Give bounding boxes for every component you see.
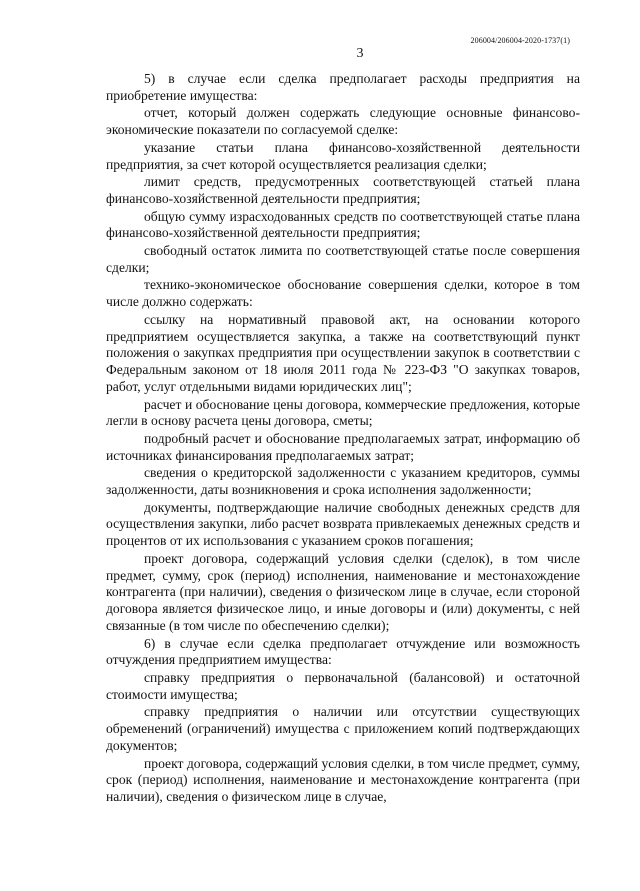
paragraph: отчет, который должен содержать следующие основные финансово-экономические показатели по согласуемой сделке: [106,105,580,138]
paragraph: расчет и обоснование цены договора, коммерческие предложения, которые легли в основу расчета цены договора, сметы; [106,396,580,429]
paragraph: общую сумму израсходованных средств по соответствующей статье плана финансово-хозяйственной деятельности предприятия; [106,208,580,241]
document-body [106,71,580,807]
page-number: 3 [356,46,364,61]
paragraph: проект договора, содержащий условия сделки, в том числе предмет, сумму, срок (период) исполнения, наименование и местонахождение контрагента (при наличии), сведения о физическом лице в случае, [106,755,580,805]
paragraph: указание статьи плана финансово-хозяйственной деятельности предприятия, за счет которой осуществляется реализация сделки; [106,139,580,172]
paragraph: технико-экономическое обоснование совершения сделки, которое в том числе должно содержать: [106,277,580,310]
paragraph: справку предприятия о наличии или отсутствии существующих обременений (ограничений) имущества с приложением копий подтверждающих документов; [106,704,580,754]
paragraph: документы, подтверждающие наличие свободных денежных средств для осуществления закупки, либо расчет возврата привлекаемых денежных средств и процентов от их использования с указанием сроков погашения; [106,499,580,549]
paragraph: свободный остаток лимита по соответствующей статье после совершения сделки; [106,242,580,275]
paragraph: справку предприятия о первоначальной (балансовой) и остаточной стоимости имущества; [106,670,580,702]
document-id: 206004/206004-2020-1737(1) [470,36,570,45]
paragraph: 5) в случае если сделка предполагает расходы предприятия на приобретение имущества: [106,71,580,103]
paragraph: проект договора, содержащий условия сделки (сделок), в том числе предмет, сумму, срок (период) исполнения, наименование и местонахождение контрагента (при наличии), сведения о физическом лице в случае, если стороной договора является физическое лицо, и иные договоры и (или) документы, с ней связанные (в том числе по обеспечению сделки); [106,550,580,634]
paragraph: ссылку на нормативный правовой акт, на основании которого предприятием осуществляется закупка, а также на соответствующий пункт положения о закупках предприятия при осуществлении закупок в соответствии с Федеральным законом от 18 июля 2011 года № 223-ФЗ "О закупках товаров, работ, услуг отдельными видами юридических лиц"; [106,311,580,394]
paragraph: лимит средств, предусмотренных соответствующей статьей плана финансово-хозяйственной деятельности предприятия; [106,174,580,206]
paragraph: подробный расчет и обоснование предполагаемых затрат, информацию об источниках финансирования предполагаемых затрат; [106,430,580,463]
paragraph: сведения о кредиторской задолженности с указанием кредиторов, суммы задолженности, даты возникновения и срока исполнения задолженности; [106,465,580,498]
paragraph: 6) в случае если сделка предполагает отчуждение или возможность отчуждения предприятием имущества: [106,635,580,668]
